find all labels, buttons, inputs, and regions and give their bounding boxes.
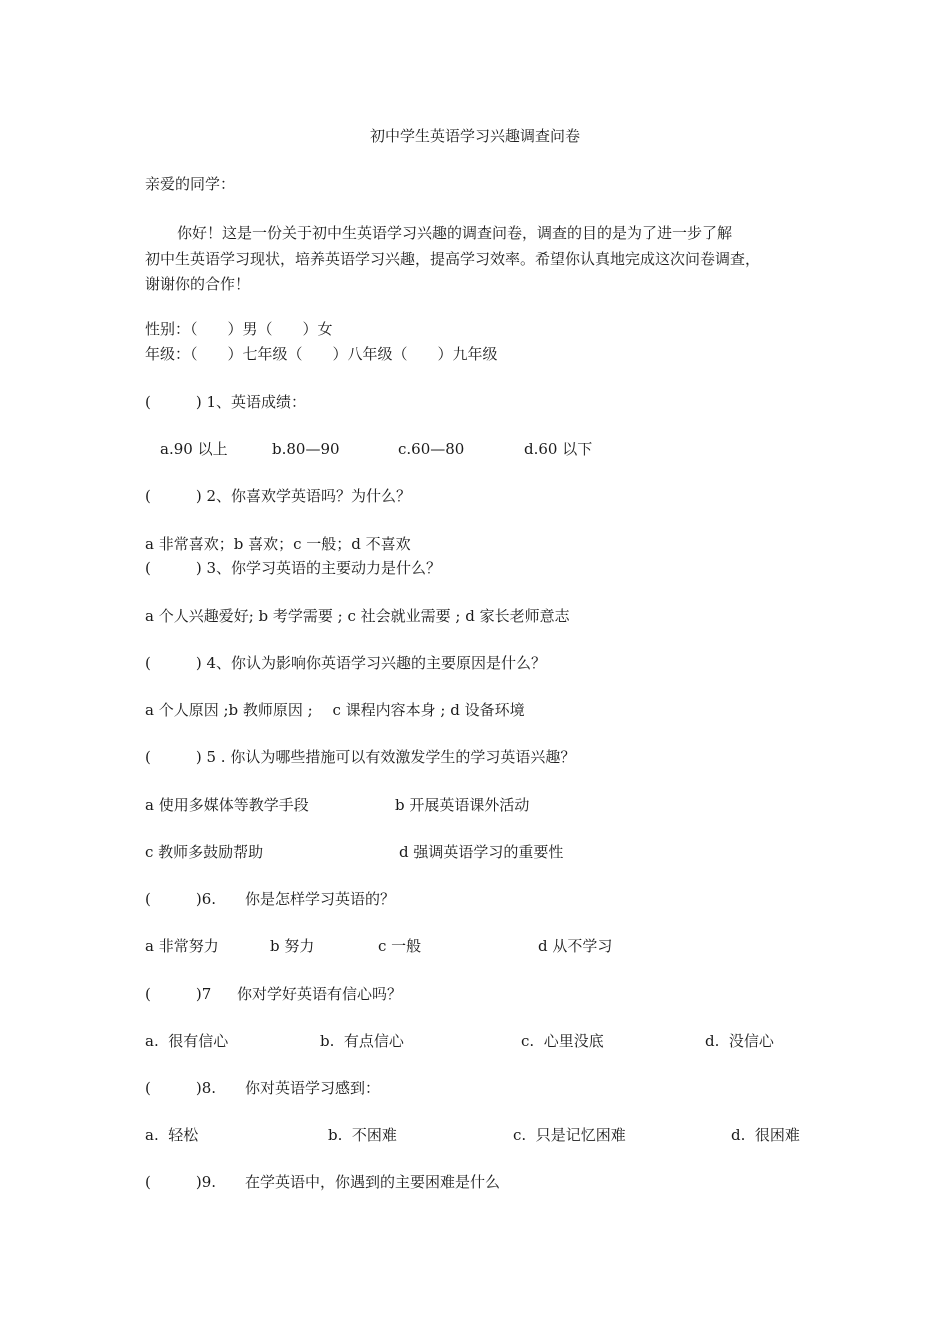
- q1-option-c: c.60—80: [398, 440, 465, 458]
- question-8: 你对英语学习感到：: [245, 1079, 381, 1097]
- q5-option-c: c 教师多鼓励帮助: [145, 843, 264, 861]
- q8-option-c: c. 只是记忆困难: [513, 1126, 626, 1144]
- q7-option-b: b. 有点信心: [320, 1032, 404, 1050]
- q6-option-d: d 从不学习: [538, 937, 613, 955]
- q8-option-b: b. 不困难: [328, 1126, 397, 1144]
- greeting: 亲爱的同学：: [145, 175, 236, 193]
- q8-option-a: a. 轻松: [145, 1126, 199, 1144]
- q5-option-b: b 开展英语课外活动: [395, 796, 530, 814]
- grade-field: 年级：（ ）七年级（ ）八年级（ ）九年级: [145, 345, 498, 363]
- intro-line-2: 初中生英语学习现状，培养英语学习兴趣，提高学习效率。希望你认真地完成这次问卷调查，: [145, 250, 761, 268]
- page-title: 初中学生英语学习兴趣调查问卷: [369, 127, 580, 145]
- q1-option-d: d.60 以下: [524, 440, 593, 458]
- intro-line-3: 谢谢你的合作！: [145, 275, 251, 293]
- intro-line-1: 你好！这是一份关于初中生英语学习兴趣的调查问卷，调查的目的是为了进一步了解: [177, 224, 733, 242]
- question-8-number: ( )8.: [145, 1079, 217, 1097]
- q5-option-d: d 强调英语学习的重要性: [399, 843, 564, 861]
- question-5: ( ) 5 . 你认为哪些措施可以有效激发学生的学习英语兴趣？: [145, 748, 576, 766]
- question-1: ( ) 1、英语成绩：: [145, 393, 307, 411]
- question-6-number: ( )6.: [145, 890, 217, 908]
- gender-field: 性别：（ ）男（ ）女: [145, 320, 333, 338]
- q8-option-d: d. 很困难: [731, 1126, 800, 1144]
- question-9: 在学英语中，你遇到的主要困难是什么: [245, 1173, 501, 1191]
- q4-options: a 个人原因 ;b 教师原因 ; c 课程内容本身 ; d 设备环境: [145, 701, 525, 719]
- question-3: ( ) 3、你学习英语的主要动力是什么？: [145, 559, 442, 577]
- q6-option-c: c 一般: [378, 937, 422, 955]
- question-4: ( ) 4、你认为影响你英语学习兴趣的主要原因是什么？: [145, 654, 547, 672]
- q6-option-b: b 努力: [270, 937, 315, 955]
- q2-options: a 非常喜欢；b 喜欢；c 一般；d 不喜欢: [145, 535, 411, 553]
- question-6: 你是怎样学习英语的？: [245, 890, 396, 908]
- q1-option-a: a.90 以上: [160, 440, 228, 458]
- q7-option-c: c. 心里没底: [521, 1032, 604, 1050]
- q5-option-a: a 使用多媒体等教学手段: [145, 796, 309, 814]
- q3-options: a 个人兴趣爱好; b 考学需要 ; c 社会就业需要 ; d 家长老师意志: [145, 607, 570, 625]
- question-7: 你对学好英语有信心吗？: [237, 985, 403, 1003]
- question-9-number: ( )9.: [145, 1173, 217, 1191]
- q1-option-b: b.80—90: [272, 440, 340, 458]
- question-2: ( ) 2、你喜欢学英语吗？为什么？: [145, 487, 412, 505]
- q7-option-a: a. 很有信心: [145, 1032, 229, 1050]
- q7-option-d: d. 没信心: [705, 1032, 774, 1050]
- question-7-number: ( )7: [145, 985, 212, 1003]
- q6-option-a: a 非常努力: [145, 937, 219, 955]
